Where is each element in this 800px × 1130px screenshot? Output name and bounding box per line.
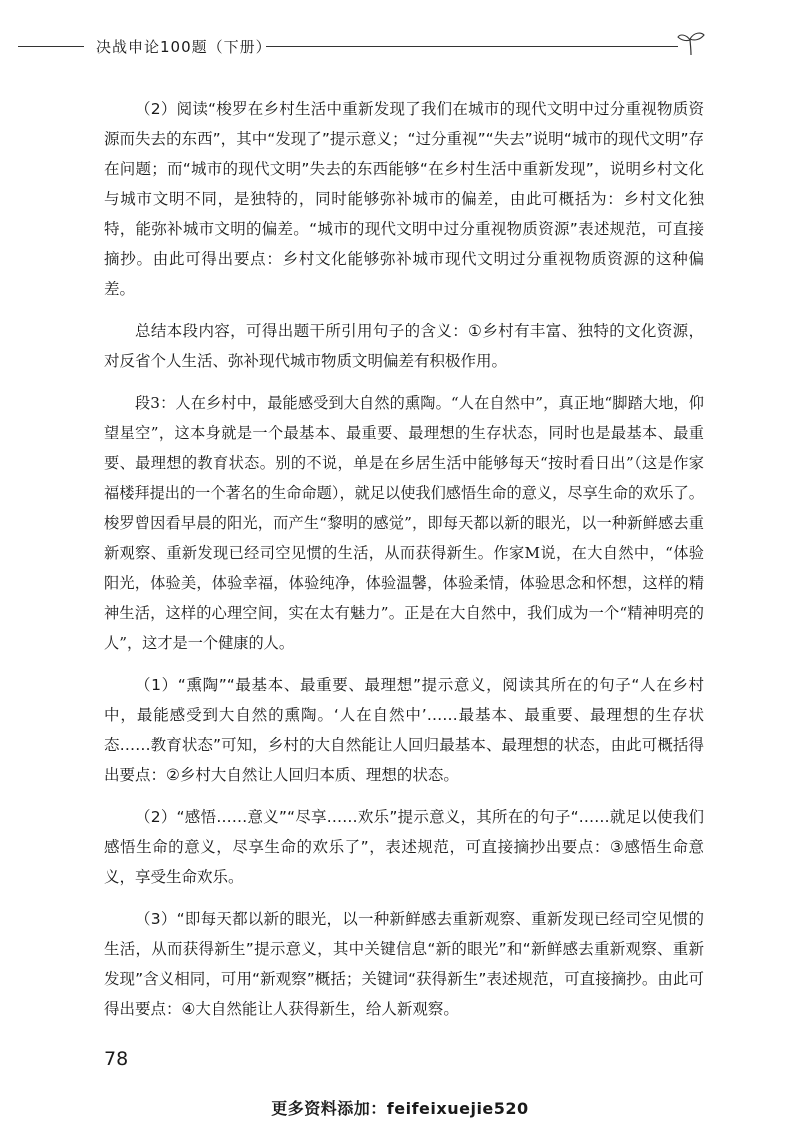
summary-paragraph: 总结本段内容，可得出题干所引用句子的含义：①乡村有丰富、独特的文化资源，对反省个人生活、弥补现代城市物质文明偏差有积极作用。 [104,322,704,370]
running-header [0,34,800,58]
analysis-paragraph-1: （2）阅读“梭罗在乡村生活中重新发现了我们在城市的现代文明中过分重视物质资源而失去的东西”，其中“发现了”提示意义；“过分重视”“失去”说明“城市的现代文明”存在问题；而“城市的现代文明”失去的东西能够“在乡村生活中重新发现”，说明乡村文化与城市文明不同，是独特的，同时能够弥补城市的偏差，由此可概括为：乡村文化独特，能弥补城市文明的偏差。“城市的现代文明中过分重视物质资源”表述规范，可直接摘抄。由此可得出要点：乡村文化能够弥补城市现代文明过分重视物质资源的这种偏差。 [104,100,704,298]
source-excerpt-paragraph: 段3：人在乡村中，最能感受到大自然的熏陶。“人在自然中”，真正地“脚踏大地，仰望星空”，这本身就是一个最基本、最重要、最理想的生存状态，同时也是最基本、最重要、最理想的教育状态。别的不说，单是在乡居生活中能够每天“按时看日出”（这是作家福楼拜提出的一个著名的生命命题），就足以使我们感悟生命的意义，尽享生命的欢乐了。梭罗曾因看早晨的阳光，而产生“黎明的感觉”，即每天都以新的眼光，以一种新鲜感去重新观察、重新发现已经司空见惯的生活，从而获得新生。作家M说，在大自然中，“体验阳光，体验美，体验幸福，体验纯净，体验温馨，体验柔情，体验思念和怀想，这样的精神生活，这样的心理空间，实在太有魅力”。正是在大自然中，我们成为一个“精神明亮的人”，这才是一个健康的人。 [104,394,704,652]
analysis-point-1: （1）“熏陶”“最基本、最重要、最理想”提示意义，阅读其所在的句子“人在乡村中，最能感受到大自然的熏陶。‘人在自然中’……最基本、最重要、最理想的生存状态……教育状态”可知，乡村的大自然能让人回归最基本、最理想的状态，由此可概括得出要点：②乡村大自然让人回归本质、理想的状态。 [104,676,704,784]
header-rule-left [18,46,84,47]
sprout-icon [676,30,706,56]
header-rule-right [266,46,678,47]
footer-note: 更多资料添加：feifeixuejie520 [271,1099,529,1118]
book-title: 决战申论100题（下册） [96,38,272,56]
page-number: 78 [104,1048,129,1070]
page-body [104,94,704,1036]
analysis-point-3: （3）“即每天都以新的眼光，以一种新鲜感去重新观察、重新发现已经司空见惯的生活，从而获得新生”提示意义，其中关键信息“新的眼光”和“新鲜感去重新观察、重新发现”含义相同，可用“新观察”概括；关键词“获得新生”表述规范，可直接摘抄。由此可得出要点：④大自然能让人获得新生，给人新观察。 [104,910,704,1018]
analysis-point-2: （2）“感悟……意义”“尽享……欢乐”提示意义，其所在的句子“……就足以使我们感悟生命的意义，尽享生命的欢乐了”，表述规范，可直接摘抄出要点：③感悟生命意义，享受生命欢乐。 [104,808,704,886]
